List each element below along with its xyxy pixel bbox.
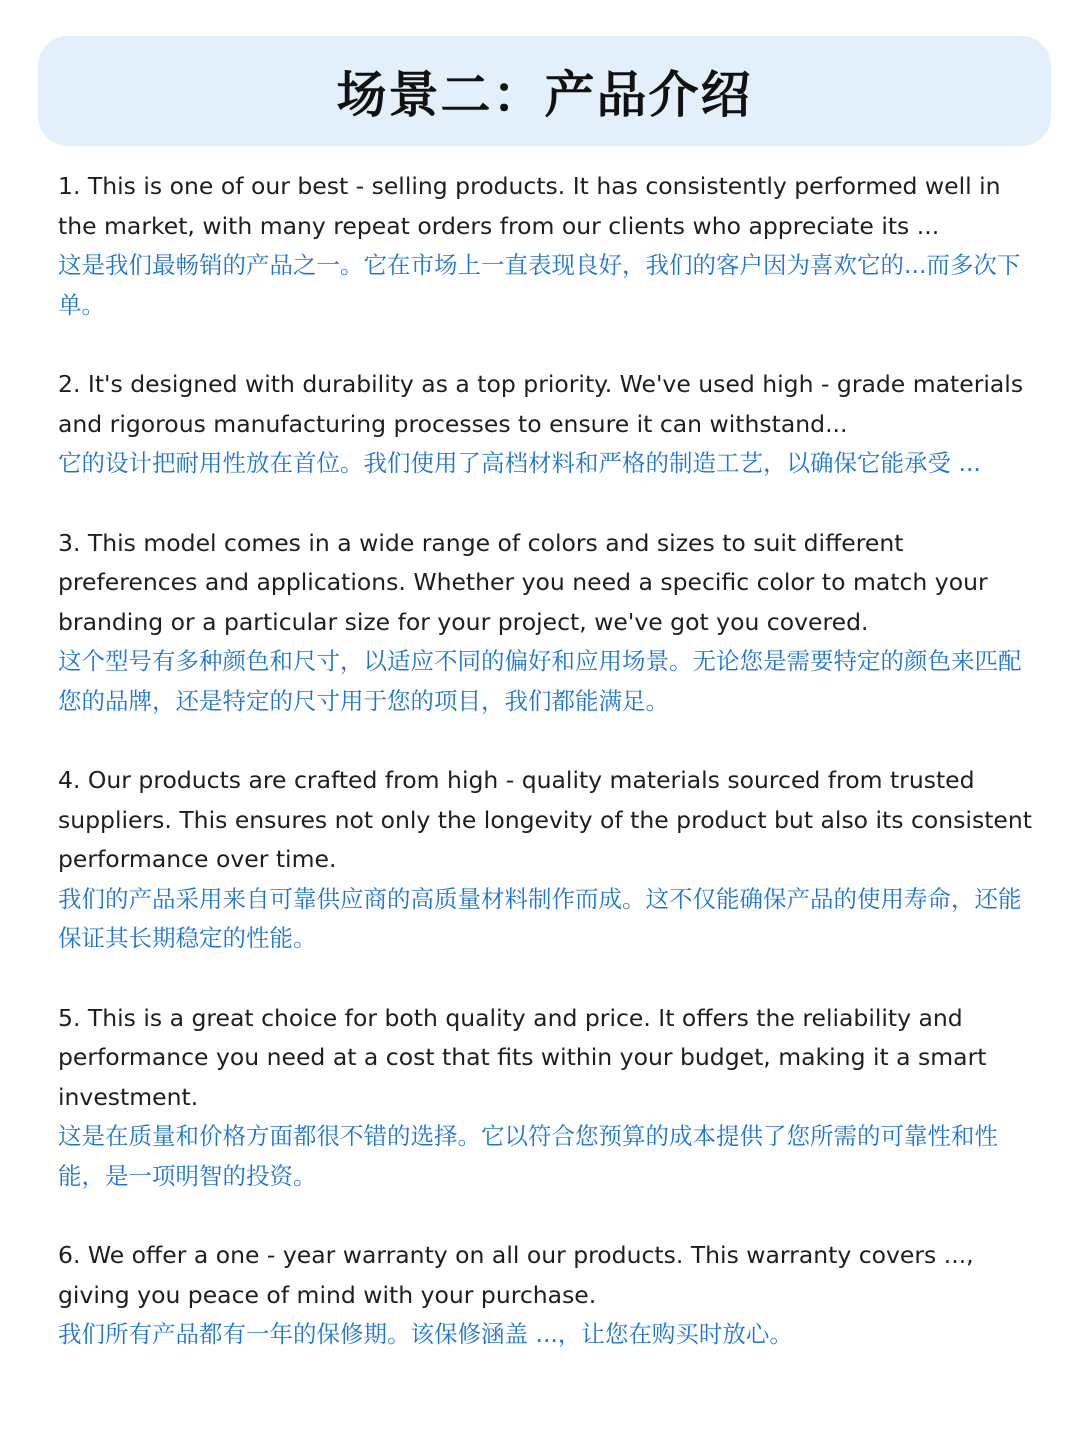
list-item-3 xyxy=(58,524,1043,722)
list-item-5 xyxy=(58,999,1043,1197)
list-item-4 xyxy=(58,761,1043,959)
english-text: 5. This is a great choice for both quality and price. It offers the reliability and performance you need at a cost that fits within your budget, making it a smart investment. xyxy=(58,1003,987,1111)
content-list xyxy=(58,167,1043,1395)
chinese-translation: 我们所有产品都有一年的保修期。该保修涵盖 ...，让您在购买时放心。 xyxy=(58,1320,793,1348)
page-title: 场景二：产品介绍 xyxy=(336,66,753,124)
english-text: 2. It's designed with durability as a top priority. We've used high - grade materials and rigorous manufacturing processes to ensure it can withstand... xyxy=(58,370,1024,438)
chinese-translation: 这是在质量和价格方面都很不错的选择。它以符合您预算的成本提供了您所需的可靠性和性能，是一项明智的投资。 xyxy=(58,1122,998,1190)
english-text: 3. This model comes in a wide range of colors and sizes to suit different preferences and applications. Whether you need a specific color to match your branding or a particular size for your project, we've got you covered. xyxy=(58,528,988,636)
chinese-translation: 这是我们最畅销的产品之一。它在市场上一直表现良好，我们的客户因为喜欢它的...而多次下单。 xyxy=(58,251,1021,319)
english-text: 1. This is one of our best - selling products. It has consistently performed well in the market, with many repeat orders from our clients who appreciate its ... xyxy=(58,172,1001,240)
list-item-2 xyxy=(58,365,1043,484)
list-item-6 xyxy=(58,1236,1043,1355)
chinese-translation: 这个型号有多种颜色和尺寸，以适应不同的偏好和应用场景。无论您是需要特定的颜色来匹配您的品牌，还是特定的尺寸用于您的项目，我们都能满足。 xyxy=(58,647,1022,715)
english-text: 4. Our products are crafted from high - quality materials sourced from trusted suppliers. This ensures not only the longevity of the product but also its consistent performance over time. xyxy=(58,766,1032,873)
chinese-translation: 我们的产品采用来自可靠供应商的高质量材料制作而成。这不仅能确保产品的使用寿命，还能保证其长期稳定的性能。 xyxy=(58,884,1022,952)
chinese-translation: 它的设计把耐用性放在首位。我们使用了高档材料和严格的制造工艺，以确保它能承受 ... xyxy=(58,449,981,477)
title-banner xyxy=(38,36,1051,146)
english-text: 6. We offer a one - year warranty on all our products. This warranty covers ..., giving you peace of mind with your purchase. xyxy=(58,1241,974,1309)
list-item-1 xyxy=(58,167,1043,325)
